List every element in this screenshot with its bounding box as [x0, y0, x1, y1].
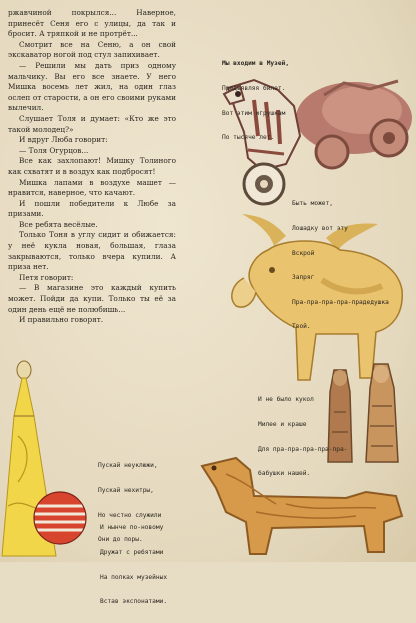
- story-paragraph: И пошли победители к Любе за призами.: [8, 198, 176, 219]
- story-paragraph: Только Тоня в углу сидит и обижается: у неё кукла новая, большая, глаза закрываются, только вчера купили. А приза нет.: [8, 230, 176, 272]
- striped-ball-illustration: [30, 488, 90, 548]
- story-paragraph: — Толя Огурцов...: [19, 145, 89, 155]
- story-paragraph: ржавчиной покрылся... Наверное, принесёт Сеня его с улицы, да так и бросит. А тряпкой и не протрёт...: [8, 8, 176, 39]
- story-paragraph: — В магазине это каждый купить может. Пойди да купи. Только ты её за один день ещё не полюбишь...: [8, 283, 176, 314]
- verse-line: Предъявляя билет.: [222, 85, 286, 93]
- verse-museum: [222, 44, 289, 159]
- verse-line: Для пра-пра-пра-пра-пра-: [258, 445, 348, 453]
- verse-line: Лошадку вот эту: [292, 225, 348, 233]
- verse-dolls: [258, 380, 347, 495]
- story-paragraph: Все как захлопают! Мишку Толиного как схватят и в воздух как подбросят!: [8, 156, 176, 176]
- story-text-column: [8, 8, 176, 326]
- verse-line: бабушки нашей.: [258, 470, 311, 478]
- story-paragraph: Петя говорит:: [19, 272, 74, 282]
- verse-line: Твой.: [292, 323, 311, 331]
- story-paragraph: Все ребята весёлые.: [19, 219, 98, 229]
- verse-line: И не было кукол: [258, 396, 314, 404]
- verse-line: Но честно служили: [98, 511, 162, 519]
- story-paragraph: Смотрит все на Сеню, а он свой экскаватор ногой под стул запихивает.: [8, 39, 176, 60]
- story-paragraph: Слушает Толя и думает: «Кто же это такой молодец?»: [8, 113, 176, 134]
- story-paragraph: И вдруг Люба говорит:: [19, 135, 108, 145]
- verse-line: Быть может,: [292, 200, 333, 208]
- verse-line: Встав экспонатами.: [100, 598, 168, 606]
- verse-line: Милее и краше: [258, 421, 307, 429]
- story-paragraph: — Решили мы дать приз одному мальчику. Вы его все знаете. У него Мишка восемь лет жил, на один глаз ослеп от старости, а он его своими руками вылечил.: [8, 60, 176, 113]
- verse-line: И нынче по-новому: [100, 524, 164, 532]
- story-paragraph: Мишка лапами в воздухе машет — нравится, наверное, что качают.: [8, 177, 176, 198]
- verse-line: По тысяче лет.: [222, 134, 275, 142]
- verse-horse: [292, 184, 389, 348]
- story-paragraph: И правильно говорят.: [19, 315, 104, 325]
- verse-friends: [100, 508, 167, 623]
- verse-line: Пускай нехитры,: [98, 487, 154, 495]
- verse-line: Вот этим игрушкам: [222, 109, 286, 117]
- verse-line: Мы входим в Музей,: [222, 60, 290, 68]
- verse-line: Вскрой: [292, 249, 315, 257]
- verse-line: Пра-пра-пра-пра-прадедушка: [292, 298, 389, 306]
- verse-line: На полках музейных: [100, 573, 168, 581]
- verse-line: Они до поры.: [98, 536, 143, 544]
- verse-line: Дружат с ребятами: [100, 549, 164, 557]
- verse-line: Пускай неуклюжи,: [98, 462, 158, 470]
- verse-line: Запряг: [292, 274, 315, 282]
